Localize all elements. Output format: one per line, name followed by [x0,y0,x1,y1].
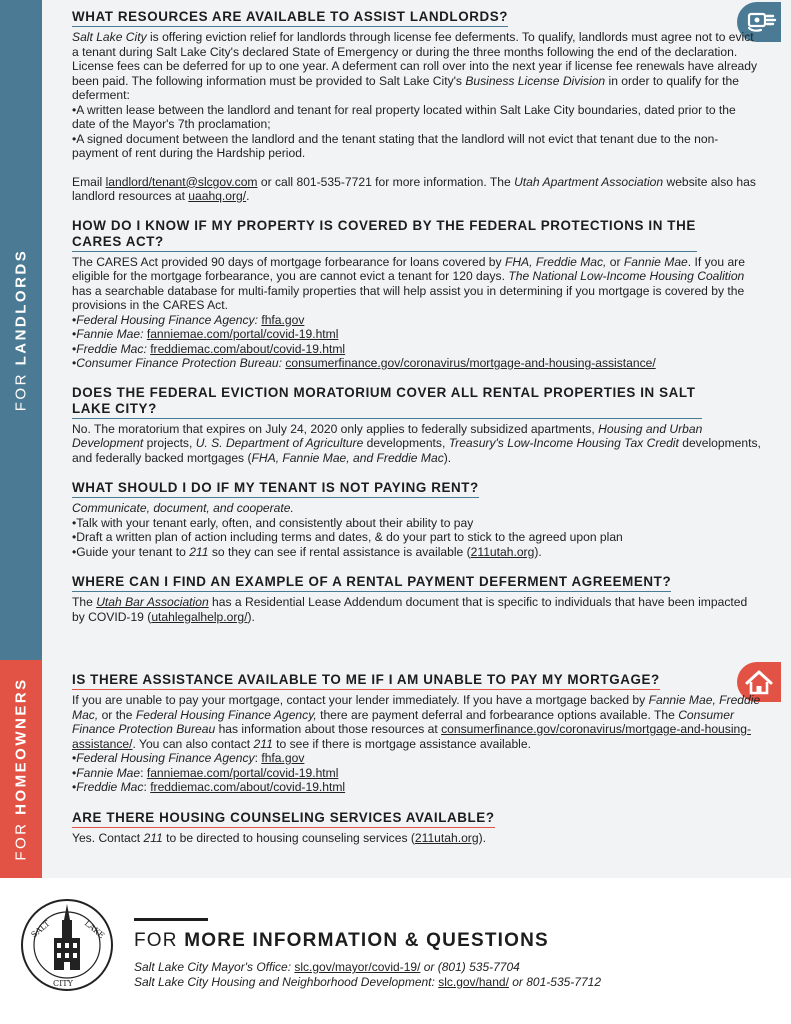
section-heading: WHAT SHOULD I DO IF MY TENANT IS NOT PAYING RENT? [72,480,479,498]
211utah-link[interactable]: 211utah.org [414,830,479,845]
homeowners-side-label: FOR HOMEOWNERS [12,677,30,861]
consumerfinance-link[interactable]: consumerfinance.gov/coronavirus/mortgage-and-housing-assistance/ [285,356,656,370]
list-item: • A written lease between the landlord and tenant for real property located within Salt Lake City boundaries, dated prior to the date of the Mayor's 7th proclamation; [72,103,762,132]
resource-links-list [72,313,762,371]
paragraph: Email landlord/tenant@slcgov.com or call 801-535-7721 for more information. The Utah Apartment Association website also has landlord resources at uaahq.org/. [72,174,756,203]
list-item: • Federal Housing Finance Agency: fhfa.gov [72,751,762,766]
list-item: • Federal Housing Finance Agency: fhfa.gov [72,313,762,328]
svg-text:LAKE: LAKE [82,918,107,941]
fhfa-link[interactable]: fhfa.gov [261,751,305,765]
list-item: • Draft a written plan of action including terms and dates, & do your part to stick to the agreed upon plan [72,530,762,545]
list-item: • Talk with your tenant early, often, and consistently about their ability to pay [72,516,762,531]
paragraph: Yes. Contact 211 to be directed to housing counseling services (211utah.org). [72,830,486,845]
section-housing-counseling [72,809,762,846]
section-mortgage-assistance [72,671,762,795]
list-item: • Guide your tenant to 211 so they can see if rental assistance is available (211utah.org). [72,545,762,560]
paragraph: Salt Lake City is offering eviction relief for landlords through license fee deferments. To qualify, landlords must agree not to evict a tenant during Salt Lake City's declared State of Emergency or during the three months following the end of the declaration. License fees can be deferred for up to one year. A deferment can roll over into the next year if license fee renewals have already been paid. The following information must be provided to Salt Lake City's Business License Division in order to qualify for the deferment: [72,30,758,102]
list-item: • A signed document between the landlord and the tenant stating that the landlord will not evict that tenant due to the non-payment of rent during the Hardship period. [72,132,762,161]
resource-links-list [72,751,762,795]
consumerfinance-link[interactable]: consumerfinance.gov/coronavirus/mortgage-and-housing-assistance/ [72,722,751,751]
mayor-covid-link[interactable]: slc.gov/mayor/covid-19/ [294,960,421,974]
uaahq-link[interactable]: uaahq.org/ [188,189,247,203]
salt-lake-city-seal [20,898,114,992]
freddiemac-link[interactable]: freddiemac.com/about/covid-19.html [150,341,346,356]
section-tenant-not-paying [72,479,762,559]
utahlegalhelp-link[interactable]: utahlegalhelp.org/ [151,609,248,624]
landlords-content [72,8,762,634]
footer-divider [134,918,208,921]
section-heading: DOES THE FEDERAL EVICTION MORATORIUM COVER ALL RENTAL PROPERTIES IN SALT LAKE CITY? [72,385,702,419]
section-heading: ARE THERE HOUSING COUNSELING SERVICES AVAILABLE? [72,810,495,828]
freddiemac-link[interactable]: freddiemac.com/about/covid-19.html [150,780,346,794]
fanniemae-link[interactable]: fanniemae.com/portal/covid-19.html [146,765,339,780]
paragraph: The CARES Act provided 90 days of mortgage forbearance for loans covered by FHA, Freddie Mac, or Fannie Mae. If you are eligible for the mortgage forbearance, you are cannot evict a tenant for 120 days. The National Low-Income Housing Coalition has a searchable database for multi-family properties that will help assist you in determining if you mortgage is covered by the provisions in the CARES Act. [72,254,745,312]
advice-list [72,516,762,560]
section-eviction-moratorium [72,385,762,466]
211utah-link[interactable]: 211utah.org [470,544,535,559]
landlords-side-label: FOR LANDLORDS [12,248,30,412]
paragraph: The Utah Bar Association has a Residential Lease Addendum document that is specific to individuals that have been impacted by COVID-19 (utahlegalhelp.org/). [72,595,748,624]
homeowners-side-tab [0,660,42,878]
section-landlord-resources [72,8,762,204]
utah-bar-link[interactable]: Utah Bar Association [96,595,209,609]
requirements-list [72,103,762,161]
list-item: • Fannie Mae: fanniemae.com/portal/covid-19.html [72,327,762,342]
list-item: • Fannie Mae: fanniemae.com/portal/covid-19.html [72,766,762,781]
email-link[interactable]: landlord/tenant@slcgov.com [105,174,258,189]
paragraph: If you are unable to pay your mortgage, contact your lender immediately. If you have a mortgage backed by Fannie Mae, Freddie Mac, or the Federal Housing Finance Agency, there are payment deferral and forbearance options available. The Consumer Finance Protection Bureau has information about those resources at consumerfinance.gov/coronavirus/mortgage-and-housing-assistance/. You can also contact 211 to see if there is mortgage assistance available. [72,693,761,751]
svg-text:SALT: SALT [29,918,52,940]
svg-text:CITY: CITY [53,979,73,988]
paragraph: No. The moratorium that expires on July 24, 2020 only applies to federally subsidized apartments, Housing and Urban Development projects, U. S. Department of Agriculture developments, Treasury's Low-Income Housing Tax Credit developments, and federally backed mortgages (FHA, Fannie Mae, and Freddie Mac). [72,421,761,465]
fanniemae-link[interactable]: fanniemae.com/portal/covid-19.html [146,327,339,341]
section-heading: WHAT RESOURCES ARE AVAILABLE TO ASSIST LANDLORDS? [72,9,508,27]
list-item: • Freddie Mac: freddiemac.com/about/covid-19.html [72,780,762,795]
section-heading: IS THERE ASSISTANCE AVAILABLE TO ME IF I AM UNABLE TO PAY MY MORTGAGE? [72,672,660,690]
homeowners-content [72,671,762,855]
section-heading: HOW DO I KNOW IF MY PROPERTY IS COVERED BY THE FEDERAL PROTECTIONS IN THE CARES ACT? [72,218,697,252]
footer-contact-hand: Salt Lake City Housing and Neighborhood Development: slc.gov/hand/ or 801-535-7712 [134,975,601,989]
paragraph: Communicate, document, and cooperate. [72,501,294,515]
list-item: • Consumer Finance Protection Bureau: consumerfinance.gov/coronavirus/mortgage-and-housing-assistance/ [72,356,762,371]
fhfa-link[interactable]: fhfa.gov [261,312,305,327]
section-heading: WHERE CAN I FIND AN EXAMPLE OF A RENTAL PAYMENT DEFERMENT AGREEMENT? [72,574,671,592]
hand-link[interactable]: slc.gov/hand/ [438,975,509,989]
footer-title: FOR MORE INFORMATION & QUESTIONS [134,930,549,951]
landlords-side-tab [0,0,42,660]
section-deferment-agreement [72,573,762,624]
section-cares-act [72,218,762,371]
list-item: • Freddie Mac: freddiemac.com/about/covid-19.html [72,342,762,357]
footer-contact-mayor: Salt Lake City Mayor's Office: slc.gov/mayor/covid-19/ or (801) 535-7704 [134,960,520,974]
footer [0,878,791,1024]
